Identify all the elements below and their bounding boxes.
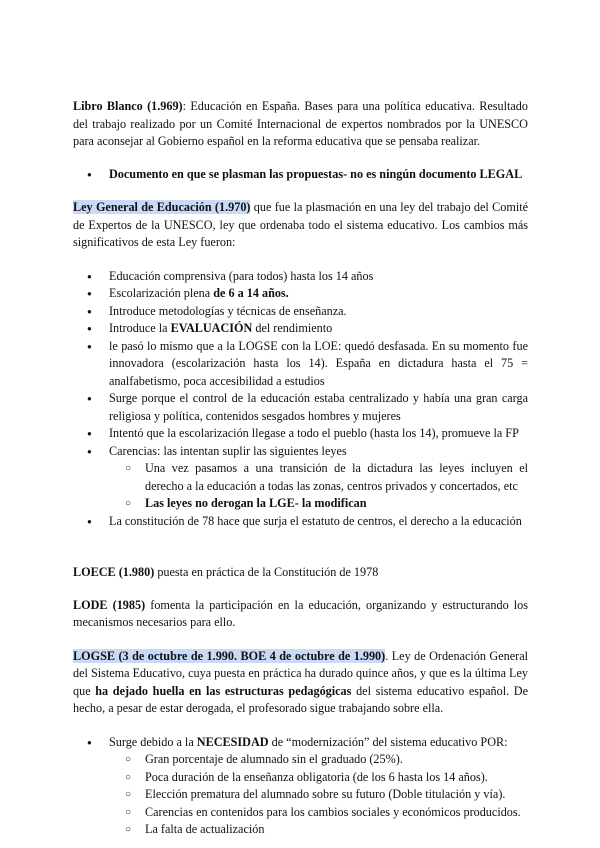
lge-text: que fue la plasmación en una ley del trabajo del Comité de Expertos de la UNESCO, ley que ordenaba todo el sistema educativo. Los cambios más significativos de esta Ley fueron:: [73, 200, 528, 249]
list-item: ● Escolarización plena de 6 a 14 años.: [73, 285, 528, 303]
lge-paragraph: [73, 199, 528, 252]
document-page: [73, 98, 528, 839]
sub-list-item: ○ Una vez pasamos a una transición de la dictadura las leyes incluyen el derecho a la educación a todas las zonas, centros privados y concertados, etc: [109, 460, 528, 495]
list-item: ● le pasó lo mismo que a la LOGSE con la LOE: quedó desfasada. En su momento fue innovadora (escolarización hasta los 14). España en dictadura hasta el 75 = analfabetismo, poca accesibilidad a estudios: [73, 338, 528, 391]
list-item: ● Intentó que la escolarización llegase a todo el pueblo (hasta los 14), promueve la FP: [73, 425, 528, 443]
loece-title: LOECE (1.980): [73, 565, 155, 579]
logse-sublist: [109, 751, 528, 839]
lge-sublist: [109, 460, 528, 513]
libro-blanco-list: [73, 166, 528, 184]
list-item: ● Introduce metodologías y técnicas de enseñanza.: [73, 303, 528, 321]
sub-list-item: ○ Carencias en contenidos para los cambios sociales y económicos producidos.: [109, 804, 528, 822]
loece-paragraph: LOECE (1.980) puesta en práctica de la Constitución de 1978: [73, 565, 379, 579]
sub-list-item: ○ Elección prematura del alumnado sobre su futuro (Doble titulación y vía).: [109, 786, 528, 804]
libro-blanco-title: Libro Blanco (1.969): [73, 99, 183, 113]
list-item: ● Surge debido a la NECESIDAD de “modernización” del sistema educativo POR: ○ Gran porcentaje de alumnado sin el graduado (25%). ○ Poca duración de la enseñanza obligatoria (de los 6 hasta los 14 años). ○ Elección prematura del alumnado sobre su futuro (Doble titulación y vía). ○ Carencias en contenidos para los cambios sociales y económicos producidos. ○ La falta de actualización: [73, 734, 528, 839]
lge-list: [73, 268, 528, 531]
lode-title: LODE (1985): [73, 597, 146, 612]
logse-list: [73, 734, 528, 839]
list-item: ● Carencias: las intentan suplir las siguientes leyes ○ Una vez pasamos a una transición de la dictadura las leyes incluyen el derecho a la educación a todas las zonas, centros privados y concertados, etc ○ Las leyes no derogan la LGE- la modifican: [73, 443, 528, 513]
list-item: ● Surge porque el control de la educación estaba centralizado y había una gran carga religiosa y política, contenidos sesgados hombres y mujeres: [73, 390, 528, 425]
logse-paragraph: LOGSE (3 de octubre de 1.990. BOE 4 de octubre de 1.990). Ley de Ordenación General del Sistema Educativo, cuya puesta en práctica ha durado quince años, y que es la última Ley que ha dejado huella en las estructuras pedagógicas del sistema educativo español. De hecho, a pesar de estar derogada, el profesorado sigue trabajando sobre ella.: [73, 648, 528, 715]
list-item: ● La constitución de 78 hace que surja el estatuto de centros, el derecho a la educación: [73, 513, 528, 531]
list-item: ● Documento en que se plasman las propuestas- no es ningún documento LEGAL: [73, 166, 528, 184]
logse-title: LOGSE (3 de octubre de 1.990. BOE 4 de octubre de 1.990): [73, 648, 386, 663]
sub-list-item: ○ La falta de actualización: [109, 821, 528, 839]
sub-list-item: ○ Poca duración de la enseñanza obligatoria (de los 6 hasta los 14 años).: [109, 769, 528, 787]
sub-list-item: ○ Gran porcentaje de alumnado sin el graduado (25%).: [109, 751, 528, 769]
libro-blanco-text: : Educación en España. Bases para una política educativa. Resultado del trabajo realizado por un Comité Internacional de expertos nombrados por la UNESCO para aconsejar al Gobierno español en la reforma educativa que se pensaba realizar.: [73, 99, 528, 148]
lode-paragraph: LODE (1985) fomenta la participación en la educación, organizando y estructurando los mecanismos necesarios para ello.: [73, 597, 529, 629]
sub-list-item: ○ Las leyes no derogan la LGE- la modifican: [109, 495, 528, 513]
list-item: ● Educación comprensiva (para todos) hasta los 14 años: [73, 268, 528, 286]
lge-title: Ley General de Educación (1.970): [73, 200, 251, 214]
libro-blanco-paragraph: [73, 98, 528, 151]
list-item: ● Introduce la EVALUACIÓN del rendimiento: [73, 320, 528, 338]
